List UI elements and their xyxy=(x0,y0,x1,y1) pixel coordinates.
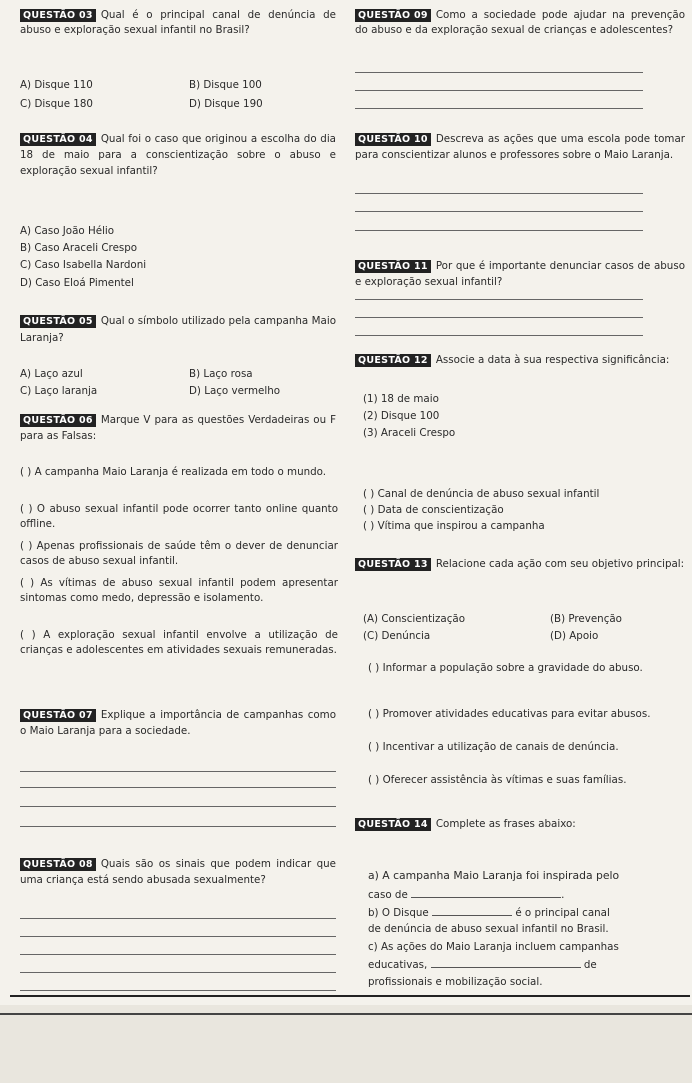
relation-key: (B) Prevenção xyxy=(550,613,622,625)
association-item[interactable]: ( ) Canal de denúncia de abuso sexual infantil xyxy=(363,488,600,500)
complete-c-line2 xyxy=(368,957,597,972)
complete-b-text: b) O Disque xyxy=(368,907,429,919)
option-d[interactable]: D) Disque 190 xyxy=(189,98,263,110)
relation-item[interactable]: ( ) Oferecer assistência às vítimas e suas famílias. xyxy=(368,774,627,786)
complete-c-line3: profissionais e mobilização social. xyxy=(368,976,543,988)
answer-line[interactable] xyxy=(20,990,336,991)
answer-line[interactable] xyxy=(355,108,643,109)
association-key: (2) Disque 100 xyxy=(363,410,440,422)
fill-blank[interactable] xyxy=(411,887,561,898)
option-c[interactable]: C) Caso Isabella Nardoni xyxy=(20,259,147,271)
question-14 xyxy=(355,817,685,832)
option-b[interactable]: B) Caso Araceli Crespo xyxy=(20,242,138,254)
question-11 xyxy=(355,258,685,290)
fill-blank[interactable] xyxy=(432,905,512,916)
true-false-item[interactable]: ( ) A campanha Maio Laranja é realizada em todo o mundo. xyxy=(20,466,327,478)
page-edge xyxy=(0,1013,692,1015)
complete-c-text2: de xyxy=(583,959,597,971)
answer-line[interactable] xyxy=(355,211,643,212)
option-a[interactable]: A) Caso João Hélio xyxy=(20,225,115,237)
complete-c-line1: c) As ações do Maio Laranja incluem campanhas xyxy=(368,941,619,953)
question-6 xyxy=(20,412,336,444)
answer-line[interactable] xyxy=(20,787,336,788)
association-key: (1) 18 de maio xyxy=(363,393,439,405)
option-c[interactable]: C) Laço laranja xyxy=(20,385,98,397)
association-item[interactable]: ( ) Vítima que inspirou a campanha xyxy=(363,520,545,532)
page-bottom xyxy=(0,1005,692,1083)
answer-line[interactable] xyxy=(20,826,336,827)
association-item[interactable]: ( ) Data de conscientização xyxy=(363,504,504,516)
answer-line[interactable] xyxy=(355,72,643,73)
question-text: Como a sociedade pode ajudar na prevenção do abuso e da exploração sexual de crianças e adolescentes? xyxy=(355,9,685,36)
true-false-item[interactable]: ( ) A exploração sexual infantil envolve a utilização de crianças e adolescentes em atividades sexuais remuneradas. xyxy=(20,629,338,656)
relation-key: (D) Apoio xyxy=(550,630,599,642)
question-text: Quais são os sinais que podem indicar que uma criança está sendo abusada sexualmente? xyxy=(20,858,336,886)
question-text: Complete as frases abaixo: xyxy=(435,818,576,830)
question-text: Qual é o principal canal de denúncia de abuso e exploração sexual infantil no Brasil? xyxy=(20,9,336,36)
bottom-rule xyxy=(10,995,690,997)
option-a[interactable]: A) Laço azul xyxy=(20,368,83,380)
true-false-item[interactable]: ( ) Apenas profissionais de saúde têm o dever de denunciar casos de abuso sexual infantil. xyxy=(20,540,338,567)
question-text: Explique a importância de campanhas como o Maio Laranja para a sociedade. xyxy=(20,709,336,737)
answer-line[interactable] xyxy=(20,936,336,937)
complete-b-line2: de denúncia de abuso sexual infantil no Brasil. xyxy=(368,923,609,935)
question-tag: QUESTÃO 03 xyxy=(20,9,96,22)
complete-b-line1 xyxy=(368,905,610,920)
question-7 xyxy=(20,707,336,739)
answer-line[interactable] xyxy=(20,954,336,955)
question-9 xyxy=(355,8,685,38)
relation-item[interactable]: ( ) Promover atividades educativas para evitar abusos. xyxy=(368,708,651,720)
true-false-item[interactable]: ( ) As vítimas de abuso sexual infantil podem apresentar sintomas como medo, depressão e isolamento. xyxy=(20,577,338,604)
answer-line[interactable] xyxy=(20,806,336,807)
option-d[interactable]: D) Caso Eloá Pimentel xyxy=(20,277,134,289)
question-text: Por que é importante denunciar casos de abuso e exploração sexual infantil? xyxy=(355,260,685,288)
question-text: Marque V para as questões Verdadeiras ou F para as Falsas: xyxy=(20,414,336,442)
question-tag: QUESTÃO 12 xyxy=(355,354,431,367)
question-13 xyxy=(355,556,685,573)
question-5 xyxy=(20,313,336,347)
question-tag: QUESTÃO 08 xyxy=(20,858,96,871)
option-b[interactable]: B) Laço rosa xyxy=(189,368,253,380)
answer-line[interactable] xyxy=(20,771,336,772)
answer-line[interactable] xyxy=(355,317,643,318)
question-text: Qual o símbolo utilizado pela campanha Maio Laranja? xyxy=(20,315,336,344)
question-tag: QUESTÃO 04 xyxy=(20,133,96,146)
option-a[interactable]: A) Disque 110 xyxy=(20,79,93,91)
question-tag: QUESTÃO 11 xyxy=(355,260,431,273)
question-10 xyxy=(355,131,685,163)
answer-line[interactable] xyxy=(20,972,336,973)
answer-line[interactable] xyxy=(355,230,643,231)
question-text: Relacione cada ação com seu objetivo principal: xyxy=(435,558,685,570)
question-tag: QUESTÃO 09 xyxy=(355,9,431,22)
complete-a-end: . xyxy=(561,889,565,901)
answer-line[interactable] xyxy=(355,335,643,336)
association-key: (3) Araceli Crespo xyxy=(363,427,456,439)
true-false-item[interactable]: ( ) O abuso sexual infantil pode ocorrer tanto online quanto offline. xyxy=(20,503,338,530)
answer-line[interactable] xyxy=(20,918,336,919)
question-tag: QUESTÃO 14 xyxy=(355,818,431,831)
question-12 xyxy=(355,352,685,368)
question-tag: QUESTÃO 10 xyxy=(355,133,431,146)
complete-a-line1: a) A campanha Maio Laranja foi inspirada pelo xyxy=(368,869,620,882)
question-tag: QUESTÃO 06 xyxy=(20,414,96,427)
answer-line[interactable] xyxy=(355,193,643,194)
complete-a-line2 xyxy=(368,887,564,902)
question-4 xyxy=(20,131,336,179)
complete-a-text: caso de xyxy=(368,889,408,901)
option-c[interactable]: C) Disque 180 xyxy=(20,98,93,110)
question-tag: QUESTÃO 13 xyxy=(355,558,431,571)
answer-line[interactable] xyxy=(355,299,643,300)
question-text: Qual foi o caso que originou a escolha do dia 18 de maio para a conscientização sobre o abuso e exploração sexual infantil? xyxy=(20,133,336,177)
relation-key: (A) Conscientização xyxy=(363,613,465,625)
question-tag: QUESTÃO 07 xyxy=(20,709,96,722)
question-text: Descreva as ações que uma escola pode tomar para conscientizar alunos e professores sobre o Maio Laranja. xyxy=(355,133,685,161)
complete-b-text2: é o principal canal xyxy=(515,907,610,919)
relation-item[interactable]: ( ) Informar a população sobre a gravidade do abuso. xyxy=(368,662,643,674)
fill-blank[interactable] xyxy=(431,957,581,968)
answer-line[interactable] xyxy=(355,90,643,91)
complete-c-text: educativas, xyxy=(368,959,428,971)
option-d[interactable]: D) Laço vermelho xyxy=(189,385,281,397)
relation-key: (C) Denúncia xyxy=(363,630,431,642)
question-3 xyxy=(20,8,336,38)
question-8 xyxy=(20,856,336,888)
question-tag: QUESTÃO 05 xyxy=(20,315,96,328)
option-b[interactable]: B) Disque 100 xyxy=(189,79,262,91)
relation-item[interactable]: ( ) Incentivar a utilização de canais de denúncia. xyxy=(368,741,619,753)
question-text: Associe a data à sua respectiva significância: xyxy=(435,354,670,366)
